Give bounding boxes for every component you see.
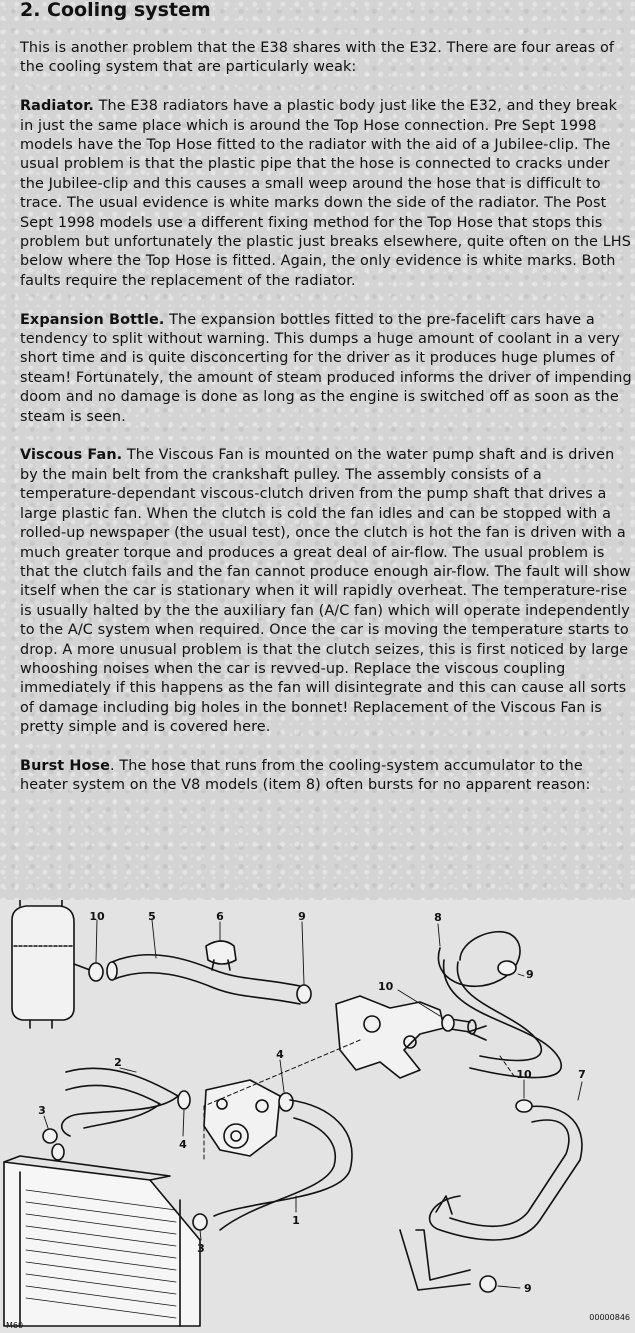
radiator-paragraph <box>20 97 632 291</box>
clamp-9-c <box>480 1276 496 1292</box>
thermostat-housing <box>336 996 476 1078</box>
expansion-tank <box>12 900 90 1028</box>
callout-7: 7 <box>578 1068 586 1081</box>
clamp-4-a <box>178 1091 190 1109</box>
callout-10-b: 10 <box>378 980 394 993</box>
clamp-10-a <box>89 963 103 981</box>
clamp-3-b <box>193 1214 207 1230</box>
callout-9-b: 9 <box>526 968 534 981</box>
hose-2 <box>62 1068 178 1136</box>
radiator-text: The E38 radiators have a plastic body just like the E32, and they break in just the same place which is around the Top Hose connection. Pre Sept 1998 models have the Top Hose fitted to the radiator with the aid of a Jubilee-clip. The usual problem is that the plastic pipe that the hose is connected to cracks under the Jubilee-clip and this causes a small weep around the hose that is difficult to trace. The usual evidence is white marks down the side of the radiator. The Post Sept 1998 models use a different fixing method for the Top Hose that stops this problem but unfortunately the plastic just breaks elsewhere, quite often on the LHS below where the Top Hose is fitted. Again, the only evidence is white marks. Both faults require the replacement of the radiator. <box>20 98 631 289</box>
expansion-text: The expansion bottles fitted to the pre-facelift cars have a tendency to split without warning. This dumps a huge amount of coolant in a very short time and is quite disconcerting for the driver as it produces huge plumes of steam! Fortunately, the amount of steam produced informs the driver of impending doom and no damage is done as long as the engine is switched off as soon as the steam is seen. <box>20 311 632 425</box>
callout-10-c: 10 <box>516 1068 532 1081</box>
article-body <box>20 39 632 815</box>
section-heading: 2. Cooling system <box>20 0 211 21</box>
hose-7 <box>400 1106 582 1290</box>
expansion-paragraph <box>20 311 632 427</box>
callout-3-b: 3 <box>197 1242 205 1255</box>
callout-4-b: 4 <box>179 1138 187 1151</box>
clamp-10-c <box>516 1100 532 1112</box>
callout-5: 5 <box>148 910 156 923</box>
burst-text: . The hose that runs from the cooling-system accumulator to the heater system on the V8 models (item 8) often bursts for no apparent reason: <box>20 757 591 794</box>
callout-8: 8 <box>434 911 442 924</box>
diagram-corner-code-right: 00000846 <box>589 1313 630 1322</box>
intro-paragraph: This is another problem that the E38 shares with the E32. There are four areas of the cooling system that are particularly weak: <box>20 40 615 76</box>
viscous-paragraph <box>20 446 632 737</box>
clamp-9-a <box>297 985 311 1003</box>
callout-9-c: 9 <box>524 1282 532 1295</box>
clamp-6 <box>206 941 236 970</box>
callout-9-a: 9 <box>298 910 306 923</box>
radiator <box>4 1144 200 1326</box>
clamp-3-a <box>43 1129 57 1143</box>
callout-3-a: 3 <box>38 1104 46 1117</box>
radiator-title: Radiator. <box>20 98 94 115</box>
callout-4-a: 4 <box>276 1048 284 1061</box>
clamp-9-b <box>498 961 516 975</box>
callout-1: 1 <box>292 1214 300 1227</box>
hose-5 <box>107 955 300 1004</box>
burst-title: Burst Hose <box>20 757 111 774</box>
viscous-title: Viscous Fan. <box>20 447 123 464</box>
callout-10-a: 10 <box>89 910 105 923</box>
callout-6: 6 <box>216 910 224 923</box>
viscous-text-end: . <box>265 719 271 736</box>
water-pump <box>204 1080 280 1156</box>
callout-2: 2 <box>114 1056 122 1069</box>
viscous-replacement-link[interactable]: here <box>232 719 266 736</box>
clamp-10-b <box>442 1015 454 1031</box>
burst-paragraph <box>20 757 632 796</box>
clamp-4-b <box>279 1093 293 1111</box>
diagram-corner-code-left: M60 <box>6 1321 24 1330</box>
expansion-title: Expansion Bottle. <box>20 311 165 328</box>
cooling-system-diagram <box>0 900 635 1333</box>
viscous-text: The Viscous Fan is mounted on the water pump shaft and is driven by the main belt from the crankshaft pulley. The assembly consists of a temperature-dependant viscous-clutch driven from the pump shaft that drives a large plastic fan. When the clutch is cold the fan idles and can be stopped with a rolled-up newspaper (the usual test), once the clutch is hot the fan is driven with a much greater torque and produces a great deal of air-flow. The usual problem is that the clutch fails and the fan cannot produce enough air-flow. The fault will show itself when the car is stationary when it will rapidly overheat. The temperature-rise is usually halted by the the auxiliary fan (A/C fan) which will operate independently to the A/C system when required. Once the car is moving the temperature starts to drop. A more unusual problem is that the clutch seizes, this is first noticed by large whooshing noises when the car is revved-up. Replace the viscous coupling immediately if this happens as the fan will disintegrate and this can cause all sorts of damage including big holes in the bonnet! Replacement of the Viscous Fan is pretty simple and is covered <box>20 447 631 736</box>
